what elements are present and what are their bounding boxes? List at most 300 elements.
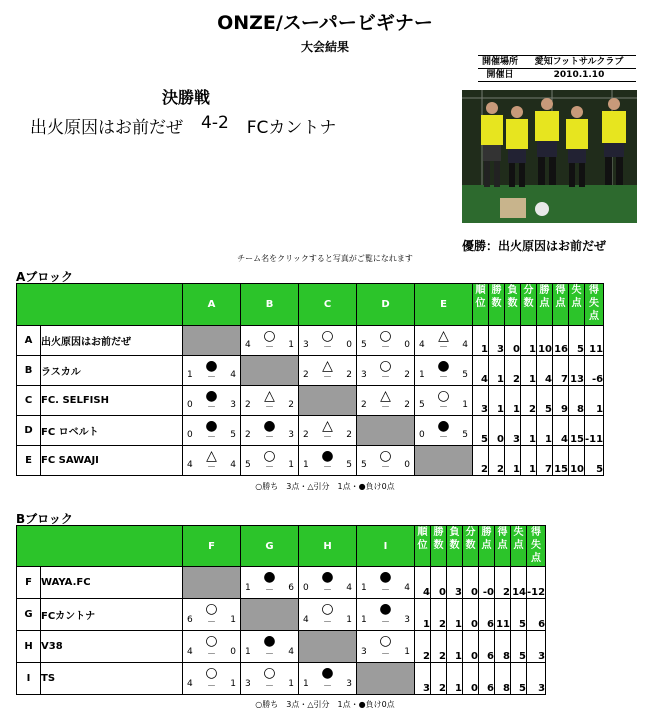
result-symbol: ○ bbox=[379, 358, 392, 374]
score-against: 2 bbox=[288, 400, 294, 410]
team-name-link[interactable]: V38 bbox=[41, 631, 183, 663]
stat-cell: 6 bbox=[479, 631, 495, 663]
stat-cell: 8 bbox=[495, 631, 511, 663]
row-letter: F bbox=[17, 567, 41, 599]
score-for: 1 bbox=[361, 583, 367, 593]
score-for: 2 bbox=[245, 400, 251, 410]
score-dash: － bbox=[264, 433, 274, 443]
score-for: 0 bbox=[187, 400, 193, 410]
score-against: 4 bbox=[462, 340, 468, 350]
match-result-cell bbox=[415, 356, 473, 386]
stat-cell: 7 bbox=[537, 446, 553, 476]
score-against: 2 bbox=[346, 430, 352, 440]
table-row bbox=[17, 446, 604, 476]
stat-cell: 2 bbox=[473, 446, 489, 476]
stat-cell: 10 bbox=[537, 326, 553, 356]
result-symbol: △ bbox=[438, 328, 449, 344]
header-row bbox=[17, 284, 604, 326]
score-dash: － bbox=[206, 433, 216, 443]
stat-cell: 3 bbox=[473, 386, 489, 416]
stat-cell: 16 bbox=[553, 326, 569, 356]
stat-cell: 1 bbox=[585, 386, 604, 416]
score-dash: － bbox=[322, 618, 332, 628]
result-symbol: ○ bbox=[437, 388, 450, 404]
row-letter: B bbox=[17, 356, 41, 386]
stat-cell: 8 bbox=[569, 386, 585, 416]
result-symbol: ○ bbox=[379, 328, 392, 344]
stat-cell: -11 bbox=[585, 416, 604, 446]
score-against: 3 bbox=[230, 400, 236, 410]
stat-cell: 11 bbox=[585, 326, 604, 356]
stat-header-char: 点 bbox=[481, 540, 492, 551]
stat-header-char: 失 bbox=[513, 527, 524, 538]
table-row bbox=[17, 599, 546, 631]
score-dash: － bbox=[322, 463, 332, 473]
match-result-cell bbox=[299, 599, 357, 631]
match-score bbox=[241, 460, 298, 473]
final-title: 決勝戦 bbox=[162, 88, 211, 107]
stat-cell: 1 bbox=[415, 599, 431, 631]
score-dash: － bbox=[322, 373, 332, 383]
team-name-link[interactable]: FC. SELFISH bbox=[41, 386, 183, 416]
score-dash: － bbox=[322, 682, 332, 692]
score-against: 1 bbox=[346, 615, 352, 625]
stat-cell: 14 bbox=[511, 567, 527, 599]
match-score bbox=[415, 340, 472, 353]
stat-cell: 3 bbox=[415, 663, 431, 695]
self-match-cell bbox=[299, 631, 357, 663]
stat-header-char: 勝 bbox=[433, 527, 444, 538]
score-against: 4 bbox=[230, 460, 236, 470]
score-for: 0 bbox=[187, 430, 193, 440]
match-result-cell bbox=[299, 326, 357, 356]
match-result-cell bbox=[299, 446, 357, 476]
stat-header-char: 分 bbox=[523, 285, 534, 296]
match-score bbox=[357, 460, 414, 473]
score-for: 1 bbox=[303, 679, 309, 689]
team-name-link[interactable]: ラスカル bbox=[41, 356, 183, 386]
match-score bbox=[241, 400, 298, 413]
match-result-cell bbox=[241, 416, 299, 446]
stat-cell: 5 bbox=[511, 599, 527, 631]
score-for: 1 bbox=[245, 583, 251, 593]
team-name-link[interactable]: 出火原因はお前だぜ bbox=[41, 326, 183, 356]
stat-header-char: 勝 bbox=[481, 527, 492, 538]
team-name-link[interactable]: FCカントナ bbox=[41, 599, 183, 631]
score-against: 4 bbox=[230, 370, 236, 380]
score-dash: － bbox=[264, 682, 274, 692]
result-symbol: ○ bbox=[379, 633, 392, 649]
score-dash: － bbox=[380, 343, 390, 353]
winner-team-photo bbox=[462, 90, 637, 223]
stat-cell: 0 bbox=[505, 326, 521, 356]
table-row bbox=[17, 567, 546, 599]
score-for: 3 bbox=[245, 679, 251, 689]
result-symbol: ○ bbox=[205, 633, 218, 649]
result-symbol: ○ bbox=[379, 448, 392, 464]
stat-header-char: 点 bbox=[513, 540, 524, 551]
stat-cell: 9 bbox=[553, 386, 569, 416]
final-result bbox=[30, 113, 336, 138]
stat-cell: 2 bbox=[431, 663, 447, 695]
score-for: 5 bbox=[419, 400, 425, 410]
block-a-label: Aブロック bbox=[16, 270, 74, 284]
score-against: 0 bbox=[404, 340, 410, 350]
score-for: 2 bbox=[245, 430, 251, 440]
stat-cell: 15 bbox=[569, 416, 585, 446]
match-score bbox=[241, 647, 298, 660]
stat-header-char: 数 bbox=[507, 298, 518, 309]
stat-cell: 6 bbox=[479, 599, 495, 631]
team-name-link[interactable]: WAYA.FC bbox=[41, 567, 183, 599]
row-letter: E bbox=[17, 446, 41, 476]
score-against: 1 bbox=[230, 615, 236, 625]
venue-value: 愛知フットサルクラブ bbox=[534, 57, 624, 67]
match-score bbox=[415, 430, 472, 443]
match-score bbox=[415, 400, 472, 413]
header-corner bbox=[17, 284, 183, 326]
score-dash: － bbox=[206, 650, 216, 660]
stat-cell: 0 bbox=[431, 567, 447, 599]
self-match-cell bbox=[415, 446, 473, 476]
match-score bbox=[183, 430, 240, 443]
match-score bbox=[241, 583, 298, 596]
score-against: 1 bbox=[462, 400, 468, 410]
match-score bbox=[183, 460, 240, 473]
match-result-cell bbox=[183, 446, 241, 476]
stat-cell: 3 bbox=[527, 663, 546, 695]
result-symbol: ● bbox=[321, 665, 334, 681]
match-score bbox=[183, 400, 240, 413]
stat-cell: 6 bbox=[479, 663, 495, 695]
result-symbol: △ bbox=[380, 388, 391, 404]
score-dash: － bbox=[206, 618, 216, 628]
match-score bbox=[299, 370, 356, 383]
result-symbol: ● bbox=[205, 358, 218, 374]
match-result-cell bbox=[357, 356, 415, 386]
match-score bbox=[299, 340, 356, 353]
match-result-cell bbox=[183, 631, 241, 663]
stat-header bbox=[521, 284, 537, 326]
score-dash: － bbox=[380, 618, 390, 628]
header-row bbox=[17, 526, 546, 567]
score-dash: － bbox=[264, 463, 274, 473]
stat-cell: 1 bbox=[447, 663, 463, 695]
match-score bbox=[183, 615, 240, 628]
stat-header bbox=[505, 284, 521, 326]
match-score bbox=[241, 679, 298, 692]
row-letter: A bbox=[17, 326, 41, 356]
stat-cell: 0 bbox=[463, 599, 479, 631]
score-for: 5 bbox=[361, 460, 367, 470]
match-score bbox=[299, 583, 356, 596]
score-against: 5 bbox=[462, 430, 468, 440]
stat-header-char: 分 bbox=[465, 527, 476, 538]
stat-header-char: 点 bbox=[555, 298, 566, 309]
stat-header bbox=[553, 284, 569, 326]
score-against: 1 bbox=[404, 647, 410, 657]
score-against: 4 bbox=[288, 647, 294, 657]
block-a-table bbox=[16, 283, 604, 476]
page-subtitle: 大会結果 bbox=[300, 40, 349, 54]
score-for: 4 bbox=[419, 340, 425, 350]
score-dash: － bbox=[322, 343, 332, 353]
match-score bbox=[415, 370, 472, 383]
stat-cell: 4 bbox=[553, 416, 569, 446]
result-symbol: ● bbox=[263, 633, 276, 649]
stat-header bbox=[511, 526, 527, 567]
score-dash: － bbox=[380, 403, 390, 413]
date-value: 2010.1.10 bbox=[553, 70, 605, 80]
stat-header-char: 数 bbox=[465, 540, 476, 551]
stat-cell: 13 bbox=[569, 356, 585, 386]
table-row bbox=[17, 356, 604, 386]
photo-note: チーム名をクリックすると写真がご覧になれます bbox=[237, 254, 413, 263]
match-score bbox=[299, 615, 356, 628]
stat-header-char: 得 bbox=[555, 285, 566, 296]
score-for: 6 bbox=[187, 615, 193, 625]
score-against: 0 bbox=[230, 647, 236, 657]
page-title: ONZE/スーパービギナー bbox=[217, 12, 433, 34]
column-header: G bbox=[241, 526, 299, 567]
score-for: 2 bbox=[361, 400, 367, 410]
score-for: 1 bbox=[303, 460, 309, 470]
stat-cell: 2 bbox=[415, 631, 431, 663]
result-symbol: ○ bbox=[263, 665, 276, 681]
match-result-cell bbox=[357, 326, 415, 356]
stat-cell: 15 bbox=[553, 446, 569, 476]
stat-cell: 2 bbox=[505, 356, 521, 386]
stat-header bbox=[495, 526, 511, 567]
match-result-cell bbox=[415, 416, 473, 446]
match-result-cell bbox=[241, 663, 299, 695]
stat-header-char: 得 bbox=[589, 285, 600, 296]
match-result-cell bbox=[357, 567, 415, 599]
stat-cell: 5 bbox=[585, 446, 604, 476]
self-match-cell bbox=[357, 663, 415, 695]
score-against: 1 bbox=[288, 679, 294, 689]
table-row bbox=[17, 416, 604, 446]
score-for: 4 bbox=[187, 460, 193, 470]
match-score bbox=[357, 370, 414, 383]
column-header: E bbox=[415, 284, 473, 326]
score-against: 5 bbox=[346, 460, 352, 470]
team-name-link[interactable]: TS bbox=[41, 663, 183, 695]
score-for: 3 bbox=[361, 370, 367, 380]
final-team2: FCカントナ bbox=[246, 118, 337, 138]
stat-cell: 2 bbox=[489, 446, 505, 476]
score-dash: － bbox=[380, 586, 390, 596]
match-score bbox=[299, 430, 356, 443]
result-symbol: ○ bbox=[321, 328, 334, 344]
result-symbol: △ bbox=[206, 448, 217, 464]
score-dash: － bbox=[438, 433, 448, 443]
column-header: A bbox=[183, 284, 241, 326]
match-result-cell bbox=[183, 386, 241, 416]
match-result-cell bbox=[241, 386, 299, 416]
table-row bbox=[17, 386, 604, 416]
match-result-cell bbox=[357, 631, 415, 663]
venue-label: 開催場所 bbox=[481, 57, 518, 67]
stat-cell: 6 bbox=[527, 599, 546, 631]
stat-cell: 0 bbox=[463, 567, 479, 599]
score-against: 1 bbox=[288, 460, 294, 470]
stat-header-char: 負 bbox=[449, 527, 460, 538]
score-against: 1 bbox=[288, 340, 294, 350]
stat-cell: -12 bbox=[527, 567, 546, 599]
result-symbol: ○ bbox=[205, 601, 218, 617]
score-for: 0 bbox=[419, 430, 425, 440]
result-symbol: ● bbox=[205, 388, 218, 404]
score-against: 5 bbox=[462, 370, 468, 380]
self-match-cell bbox=[241, 356, 299, 386]
result-symbol: ● bbox=[321, 448, 334, 464]
stat-cell: -6 bbox=[585, 356, 604, 386]
score-for: 3 bbox=[303, 340, 309, 350]
stat-cell: 7 bbox=[553, 356, 569, 386]
stat-header-char: 勝 bbox=[539, 285, 550, 296]
stat-header-char: 順 bbox=[475, 285, 486, 296]
stat-cell: 1 bbox=[505, 386, 521, 416]
score-for: 1 bbox=[187, 370, 193, 380]
stat-header-char: 点 bbox=[539, 298, 550, 309]
result-symbol: △ bbox=[322, 418, 333, 434]
match-score bbox=[183, 679, 240, 692]
score-for: 0 bbox=[303, 583, 309, 593]
match-score bbox=[183, 370, 240, 383]
self-match-cell bbox=[183, 326, 241, 356]
stat-header-char: 勝 bbox=[491, 285, 502, 296]
score-dash: － bbox=[264, 586, 274, 596]
score-for: 1 bbox=[245, 647, 251, 657]
stat-header bbox=[415, 526, 431, 567]
header-corner bbox=[17, 526, 183, 567]
result-symbol: ● bbox=[379, 601, 392, 617]
match-result-cell bbox=[415, 386, 473, 416]
stat-header-char: 点 bbox=[531, 553, 542, 564]
stat-header bbox=[447, 526, 463, 567]
score-dash: － bbox=[206, 463, 216, 473]
table-row bbox=[17, 631, 546, 663]
score-against: 3 bbox=[404, 615, 410, 625]
score-dash: － bbox=[380, 463, 390, 473]
row-letter: I bbox=[17, 663, 41, 695]
score-against: 2 bbox=[404, 400, 410, 410]
result-symbol: △ bbox=[322, 358, 333, 374]
stat-cell: 3 bbox=[527, 631, 546, 663]
stat-cell: 8 bbox=[495, 663, 511, 695]
score-for: 4 bbox=[303, 615, 309, 625]
match-score bbox=[241, 430, 298, 443]
stat-header bbox=[479, 526, 495, 567]
match-result-cell bbox=[183, 416, 241, 446]
block-b-legend: ○勝ち 3点・△引分 1点・●負け0点 bbox=[255, 700, 395, 709]
team-name-link[interactable]: FC SAWAJI bbox=[41, 446, 183, 476]
stat-cell: 1 bbox=[489, 386, 505, 416]
score-for: 4 bbox=[245, 340, 251, 350]
match-result-cell bbox=[299, 356, 357, 386]
stat-header-char: 位 bbox=[475, 298, 486, 309]
stat-header-char: 失 bbox=[531, 540, 542, 551]
result-symbol: ● bbox=[205, 418, 218, 434]
stat-cell: 3 bbox=[505, 416, 521, 446]
match-result-cell bbox=[357, 599, 415, 631]
score-against: 3 bbox=[288, 430, 294, 440]
score-dash: － bbox=[438, 373, 448, 383]
stat-header bbox=[585, 284, 604, 326]
result-symbol: ○ bbox=[205, 665, 218, 681]
stat-header bbox=[431, 526, 447, 567]
match-score bbox=[357, 615, 414, 628]
stat-cell: 4 bbox=[537, 356, 553, 386]
score-against: 1 bbox=[230, 679, 236, 689]
stat-cell: 2 bbox=[521, 386, 537, 416]
stat-cell: 11 bbox=[495, 599, 511, 631]
result-symbol: △ bbox=[264, 388, 275, 404]
match-result-cell bbox=[183, 599, 241, 631]
team-name-link[interactable]: FC ロベルト bbox=[41, 416, 183, 446]
block-a-legend: ○勝ち 3点・△引分 1点・●負け0点 bbox=[255, 482, 395, 491]
final-team1: 出火原因はお前だぜ bbox=[30, 118, 183, 138]
stat-header bbox=[473, 284, 489, 326]
column-header: F bbox=[183, 526, 241, 567]
score-against: 4 bbox=[404, 583, 410, 593]
match-score bbox=[357, 400, 414, 413]
block-b-table bbox=[16, 525, 546, 695]
self-match-cell bbox=[183, 567, 241, 599]
score-dash: － bbox=[322, 433, 332, 443]
match-result-cell bbox=[357, 446, 415, 476]
stat-header-char: 失 bbox=[571, 285, 582, 296]
score-against: 3 bbox=[346, 679, 352, 689]
result-symbol: ● bbox=[437, 358, 450, 374]
row-letter: C bbox=[17, 386, 41, 416]
result-symbol: ○ bbox=[263, 328, 276, 344]
score-against: 4 bbox=[346, 583, 352, 593]
stat-header-char: 失 bbox=[589, 298, 600, 309]
match-result-cell bbox=[357, 386, 415, 416]
stat-cell: 0 bbox=[489, 416, 505, 446]
winner-label: 優勝：出火原因はお前だぜ bbox=[462, 239, 607, 253]
score-for: 1 bbox=[361, 615, 367, 625]
score-dash: － bbox=[438, 403, 448, 413]
match-result-cell bbox=[415, 326, 473, 356]
self-match-cell bbox=[357, 416, 415, 446]
score-dash: － bbox=[380, 650, 390, 660]
stat-cell: -0 bbox=[479, 567, 495, 599]
stat-cell: 1 bbox=[505, 446, 521, 476]
stat-cell: 1 bbox=[489, 356, 505, 386]
match-score bbox=[357, 583, 414, 596]
score-against: 2 bbox=[346, 370, 352, 380]
match-result-cell bbox=[241, 631, 299, 663]
stat-cell: 3 bbox=[447, 567, 463, 599]
score-against: 0 bbox=[404, 460, 410, 470]
self-match-cell bbox=[299, 386, 357, 416]
stat-cell: 10 bbox=[569, 446, 585, 476]
score-against: 5 bbox=[230, 430, 236, 440]
stat-cell: 2 bbox=[431, 599, 447, 631]
stat-header bbox=[527, 526, 546, 567]
score-for: 2 bbox=[303, 370, 309, 380]
score-against: 6 bbox=[288, 583, 294, 593]
venue-info bbox=[478, 55, 636, 82]
score-dash: － bbox=[380, 373, 390, 383]
stat-cell: 0 bbox=[463, 663, 479, 695]
stat-cell: 5 bbox=[473, 416, 489, 446]
result-symbol: ● bbox=[321, 569, 334, 585]
score-against: 2 bbox=[404, 370, 410, 380]
